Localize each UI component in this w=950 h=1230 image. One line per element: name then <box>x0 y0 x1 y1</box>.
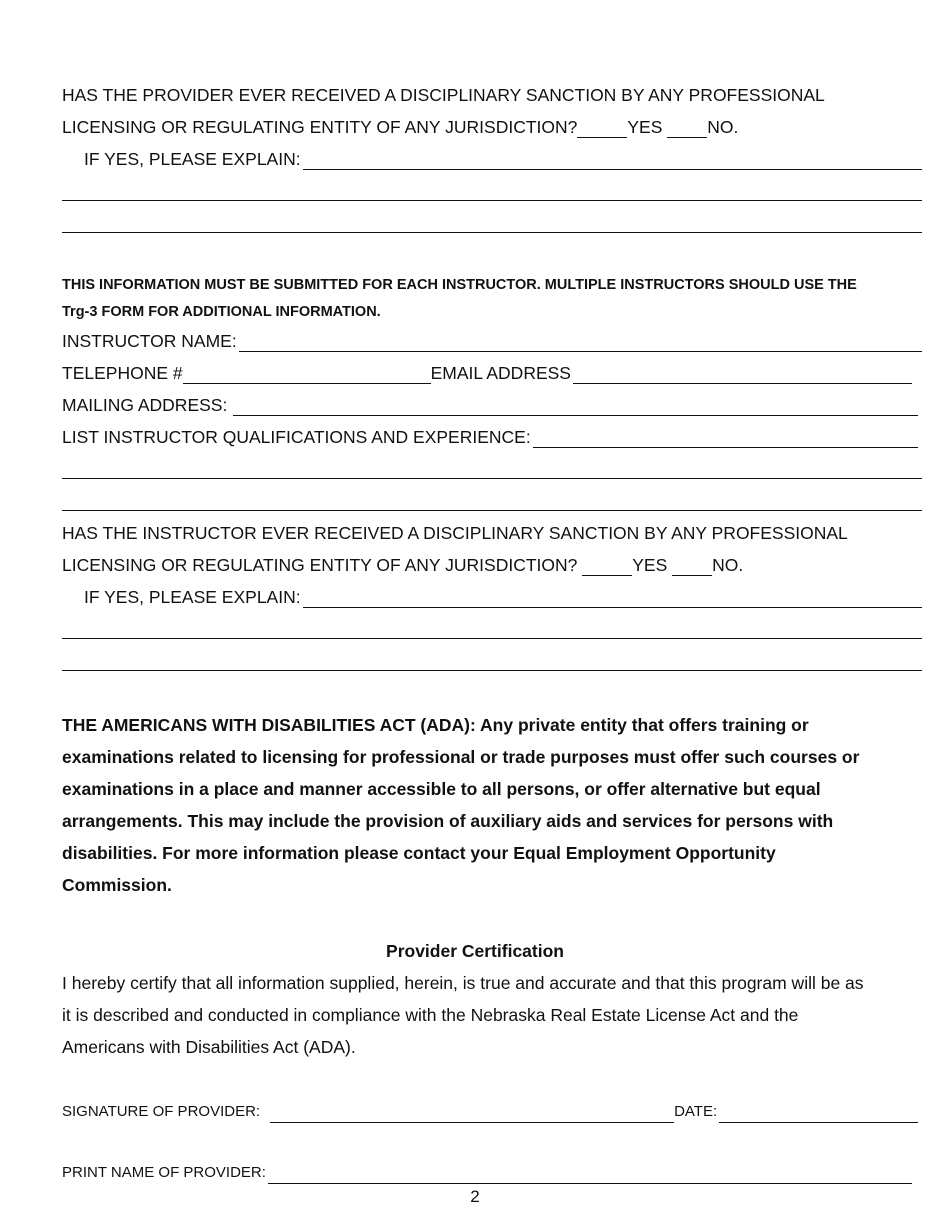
ada-line-2: examinations related to licensing for professional or trade purposes must offer such courses or <box>62 747 860 767</box>
date-label: DATE: <box>674 1103 718 1120</box>
provider-explain-label: IF YES, PLEASE EXPLAIN: <box>84 149 301 169</box>
qualifications-line-2[interactable] <box>62 478 922 479</box>
instructor-explain-line-3[interactable] <box>62 670 922 671</box>
provider-yes-blank[interactable] <box>577 120 627 138</box>
certification-text <box>62 967 920 1063</box>
mailing-address-label: MAILING ADDRESS: <box>62 395 228 415</box>
telephone-field[interactable] <box>183 366 431 384</box>
qualifications-label: LIST INSTRUCTOR QUALIFICATIONS AND EXPERIENCE: <box>62 427 531 447</box>
instructor-explain-line-2[interactable] <box>62 638 922 639</box>
instructor-explain-field[interactable] <box>303 590 922 608</box>
provider-sanction-question-line2: LICENSING OR REGULATING ENTITY OF ANY JURISDICTION? <box>62 117 578 137</box>
print-name-label: PRINT NAME OF PROVIDER: <box>62 1164 266 1181</box>
instructor-name-field[interactable] <box>239 334 922 352</box>
ada-notice <box>62 709 920 901</box>
instructor-yes-label: YES <box>632 555 668 575</box>
provider-explain-line-3[interactable] <box>62 232 922 233</box>
ada-line-1: THE AMERICANS WITH DISABILITIES ACT (ADA): Any private entity that offers training or <box>62 715 809 735</box>
qualifications-line-3[interactable] <box>62 510 922 511</box>
signature-label: SIGNATURE OF PROVIDER: <box>62 1103 261 1120</box>
provider-sanction-question <box>62 116 922 138</box>
instructor-sanction-question-line1: HAS THE INSTRUCTOR EVER RECEIVED A DISCIPLINARY SANCTION BY ANY PROFESSIONAL <box>62 523 848 543</box>
instructor-name-label: INSTRUCTOR NAME: <box>62 331 237 351</box>
ada-line-5: disabilities. For more information please contact your Equal Employment Opportunity <box>62 843 776 863</box>
print-name-field[interactable] <box>268 1166 912 1184</box>
qualifications-row <box>62 426 922 448</box>
provider-no-label: NO. <box>707 117 739 137</box>
page-number: 2 <box>470 1187 480 1206</box>
instructor-name-row <box>62 330 922 352</box>
provider-explain-field[interactable] <box>303 152 922 170</box>
instructor-contact-row <box>62 362 922 384</box>
instructor-no-label: NO. <box>712 555 744 575</box>
instructor-notice-line1: THIS INFORMATION MUST BE SUBMITTED FOR EACH INSTRUCTOR. MULTIPLE INSTRUCTORS SHOULD USE THE <box>62 277 857 293</box>
provider-explain-row <box>84 148 922 170</box>
instructor-sanction-question-line2: LICENSING OR REGULATING ENTITY OF ANY JURISDICTION? <box>62 555 578 575</box>
certification-title: Provider Certification <box>386 941 564 961</box>
certification-line-2: it is described and conducted in compliance with the Nebraska Real Estate License Act and the <box>62 1005 799 1025</box>
qualifications-field[interactable] <box>533 430 918 448</box>
ada-line-4: arrangements. This may include the provision of auxiliary aids and services for persons with <box>62 811 834 831</box>
provider-no-blank[interactable] <box>667 120 707 138</box>
email-field[interactable] <box>573 366 912 384</box>
print-name-row <box>62 1162 922 1184</box>
email-label: EMAIL ADDRESS <box>430 363 571 383</box>
signature-field[interactable] <box>270 1105 674 1123</box>
date-field[interactable] <box>719 1105 918 1123</box>
instructor-no-blank[interactable] <box>672 558 712 576</box>
provider-explain-line-2[interactable] <box>62 200 922 201</box>
mailing-address-row <box>62 394 922 416</box>
instructor-sanction-question <box>62 554 922 576</box>
certification-line-1: I hereby certify that all information supplied, herein, is true and accurate and that this program will be as <box>62 973 864 993</box>
ada-line-3: examinations in a place and manner accessible to all persons, or offer alternative but equal <box>62 779 821 799</box>
telephone-label: TELEPHONE # <box>62 363 183 383</box>
ada-line-6: Commission. <box>62 875 172 895</box>
certification-line-3: Americans with Disabilities Act (ADA). <box>62 1037 356 1057</box>
instructor-explain-row <box>84 586 922 608</box>
signature-row <box>62 1101 922 1123</box>
instructor-explain-label: IF YES, PLEASE EXPLAIN: <box>84 587 301 607</box>
instructor-yes-blank[interactable] <box>582 558 632 576</box>
provider-yes-label: YES <box>627 117 663 137</box>
instructor-notice-line2: Trg-3 FORM FOR ADDITIONAL INFORMATION. <box>62 304 381 320</box>
mailing-address-field[interactable] <box>233 398 918 416</box>
provider-sanction-question-line1: HAS THE PROVIDER EVER RECEIVED A DISCIPLINARY SANCTION BY ANY PROFESSIONAL <box>62 85 825 105</box>
